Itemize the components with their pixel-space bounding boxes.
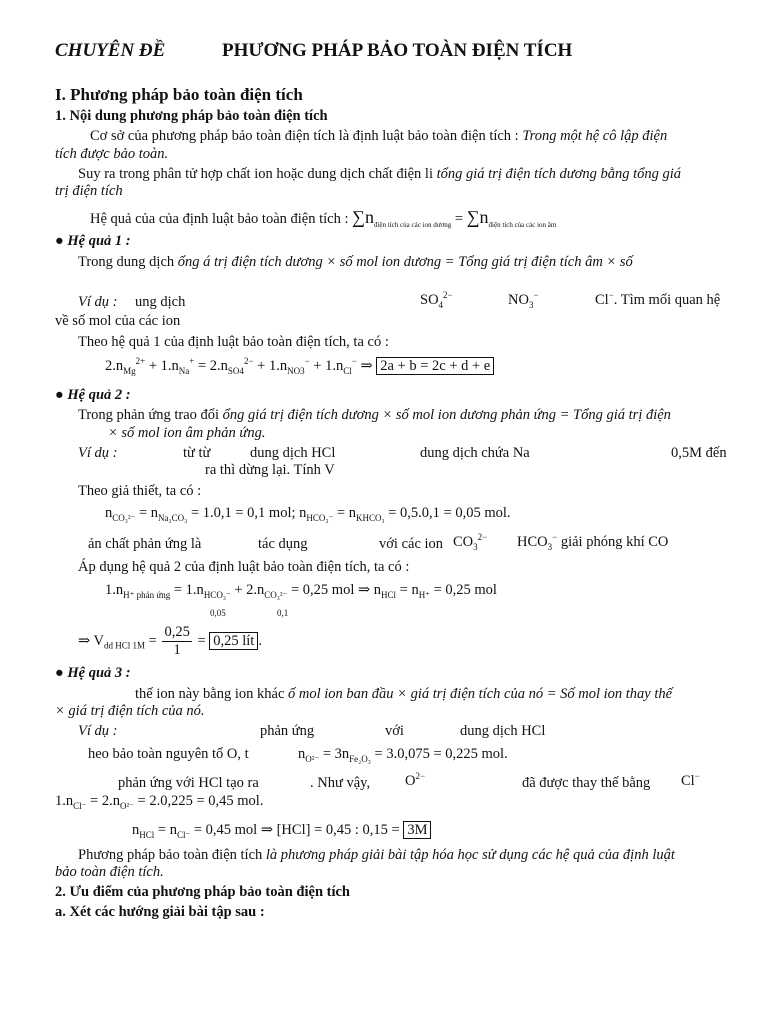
hq2-title: ● Hệ quả 2 : [55, 387, 131, 403]
sum-formula [90, 207, 556, 228]
text-italic: tổng giá trị điện tích dương bằng tổng giá [436, 166, 682, 182]
example-text: ung dịch [135, 294, 186, 310]
text: = 1.0,1 = 0,1 mol; n [187, 505, 307, 521]
text: = [145, 632, 161, 649]
hq3-title: ● Hệ quả 3 : [55, 665, 131, 681]
example-text: từ từ [183, 445, 211, 461]
text-italic: ổng á trị điện tích dương × số mol ion dương = Tổng giá trị điện tích âm × số [177, 254, 633, 270]
example-text: phản ứng [260, 723, 315, 739]
example-label: Ví dụ : [78, 445, 118, 461]
subscript: 3 [300, 365, 305, 376]
hq2-equation-3 [78, 624, 262, 659]
hq1-equation [105, 358, 494, 375]
text: = 2.n [194, 358, 228, 374]
example-label: Ví dụ : [78, 723, 118, 739]
hq2-equation-1 [105, 505, 511, 522]
text: Cơ sở của phương pháp bảo toàn điện tích là định luật bảo toàn điện tích : [90, 128, 523, 144]
subscript: CO₃²⁻ [264, 589, 288, 600]
subsection-title: 1. Nội dung phương pháp bảo toàn điện tích [55, 108, 328, 124]
section2-subtitle: a. Xét các hướng giải bài tập sau : [55, 904, 265, 920]
ion-cl [595, 292, 720, 309]
example-line2: ra thì dừng lại. Tính V [205, 462, 335, 478]
subscript: HCl [381, 589, 397, 600]
text: + 1.n [253, 358, 288, 374]
subscript: O²⁻ [305, 753, 320, 764]
text: = 0,45 mol ⇒ [HCl] = 0,45 : 0,15 = [190, 822, 404, 838]
subscript: 4 [239, 365, 244, 376]
text: + 2.n [230, 582, 265, 598]
hq2-equation-2 [105, 582, 497, 599]
text: 2.n [105, 358, 124, 374]
superscript: + [189, 356, 195, 367]
hq2-statement [78, 407, 671, 424]
subscript: Cl [343, 365, 352, 376]
summary [78, 847, 675, 864]
text: Cl [595, 292, 609, 308]
ion-so4 [420, 292, 453, 309]
ion-co3 [453, 534, 487, 551]
paragraph-consequence [78, 166, 681, 183]
subscript: điện tích của các ion âm [488, 220, 557, 229]
text: = n [396, 582, 419, 598]
text: Trong phản ứng trao đổi [78, 407, 223, 423]
superscript: 2− [243, 356, 254, 367]
paragraph-consequence-cont: trị điện tích [55, 183, 123, 199]
superscript: 2+ [135, 356, 146, 367]
text-italic: là phương pháp giải bài tập hóa học sử dụng các hệ quả của định luật [265, 847, 675, 863]
hq2-apply: Áp dụng hệ quả 2 của định luật bảo toàn điện tích, ta có : [78, 559, 410, 575]
under-value: 0,1 [277, 608, 289, 618]
section2-title: 2. Ưu điểm của phương pháp bảo toàn điện tích [55, 884, 350, 900]
text: = 0,25 mol ⇒ n [287, 582, 381, 598]
reaction-text: đã được thay thế bằng [522, 775, 651, 791]
subscript: H⁺ phản ứng [123, 589, 171, 600]
text: O [405, 773, 416, 789]
text: = n [154, 822, 177, 838]
subscript: Fe₂O₃ [349, 753, 371, 764]
subscript: 4 [438, 299, 444, 310]
text: ⇒ V [78, 632, 104, 649]
subscript: KHCO₃ [355, 512, 385, 523]
superscript: − [533, 290, 539, 301]
text: CO [453, 534, 474, 550]
text: Phương pháp bảo toàn điện tích [78, 847, 266, 863]
text: = 2.0,225 = 0,45 mol. [133, 793, 264, 809]
text: = 0,25 mol [429, 582, 497, 598]
text: thế ion này bằng ion khác [135, 686, 289, 702]
text: = n [135, 505, 159, 521]
text-italic: Trong một hệ cô lập điện [522, 128, 668, 144]
text: Hệ quả của của định luật bảo toàn điện tích : [90, 211, 353, 227]
example-text: với [385, 723, 404, 739]
text: = 1.n [170, 582, 204, 598]
example-label: Ví dụ : [78, 294, 118, 310]
subscript: Mg [123, 365, 136, 376]
header-title: PHƯƠNG PHÁP BẢO TOÀN ĐIỆN TÍCH [222, 40, 573, 61]
paragraph-basis-cont: tích được bảo toàn. [55, 146, 169, 162]
subscript: HCO₃⁻ [306, 512, 334, 523]
under-value: 0,05 [210, 608, 226, 618]
text: NO [508, 292, 529, 308]
ion-o2 [405, 773, 425, 790]
summary-cont: bảo toàn điện tích. [55, 864, 164, 880]
subscript: điện tích của các ion dương [373, 220, 452, 229]
reaction-nature: ản chất phản ứng là [88, 536, 202, 552]
text: + 1.n [145, 358, 179, 374]
reaction-nature: với các ion [379, 536, 444, 552]
superscript: 2− [415, 771, 426, 782]
implies-arrow: ⇒ [356, 358, 377, 374]
text: . [258, 632, 262, 649]
example-text: dung dịch HCl [460, 723, 546, 739]
ion-hco3 [517, 534, 668, 551]
text: 1.n [55, 793, 74, 809]
reaction-text: phản ứng với HCl tạo ra [118, 775, 259, 791]
paragraph-basis [90, 128, 667, 145]
denominator: 1 [173, 642, 181, 658]
subscript: CO₃²⁻ [112, 512, 136, 523]
superscript: − [304, 356, 310, 367]
text: = 3.0,075 = 0,225 mol. [370, 746, 508, 762]
example-text: dung dịch chứa Na [420, 445, 530, 461]
hq1-apply: Theo hệ quả 1 của định luật bảo toàn điện tích, ta có : [78, 334, 389, 350]
subscript: NO [287, 365, 301, 376]
boxed-result: 2a + b = 2c + d + e [376, 357, 494, 375]
text: 1.n [105, 582, 124, 598]
section-title: I. Phương pháp bảo toàn điện tích [55, 85, 303, 104]
text: = 0,5.0,1 = 0,05 mol. [384, 505, 511, 521]
oxygen-balance: heo bảo toàn nguyên tố O, t [88, 746, 249, 762]
hq3-equation-2 [132, 822, 431, 839]
text-italic: ố mol ion ban đầu × giá trị điện tích của nó = Số mol ion thay thế [288, 686, 673, 702]
boxed-result: 3M [403, 821, 431, 839]
text-italic: ổng giá trị điện tích dương × số mol ion dương phản ứng = Tổng giá trị điện [222, 407, 671, 423]
text: SO [420, 292, 439, 308]
superscript: − [351, 356, 357, 367]
superscript: − [552, 532, 558, 543]
reaction-nature: tác dụng [258, 536, 308, 552]
text: Cl [681, 773, 695, 789]
superscript: 2− [477, 532, 488, 543]
fraction [162, 624, 191, 659]
text: = n [333, 505, 356, 521]
text: HCO [517, 534, 548, 550]
subscript: 3 [528, 299, 534, 310]
numerator: 0,25 [164, 624, 190, 640]
superscript: − [608, 290, 614, 301]
text: Trong dung dịch [78, 254, 178, 270]
example-line2: về số mol của các ion [55, 313, 181, 329]
subscript: H⁺ [418, 589, 430, 600]
hq1-title: ● Hệ quả 1 : [55, 233, 131, 249]
text: n [105, 505, 113, 521]
reaction-text: . Như vậy, [310, 775, 371, 791]
sum-symbol: ∑n [352, 207, 374, 227]
example-text: 0,5M đến [671, 445, 727, 461]
ion-cl [681, 773, 700, 790]
subscript: 3 [547, 541, 553, 552]
subscript: Cl⁻ [73, 800, 87, 811]
text: = [193, 632, 210, 649]
superscript: 2− [443, 290, 453, 301]
example-text: dung dịch HCl [250, 445, 336, 461]
text: n [132, 822, 140, 838]
hq3-equation-1 [55, 793, 263, 810]
sum-symbol: ∑n [466, 207, 489, 227]
oxygen-equation [298, 746, 508, 763]
text: + 1.n [309, 358, 344, 374]
subscript: Na [178, 365, 190, 376]
text: giải phóng khí CO [557, 534, 669, 550]
text: . Tìm mối quan hệ [613, 292, 721, 308]
equals: = [454, 211, 467, 227]
superscript: − [694, 771, 700, 782]
subscript: Na₂CO₃ [158, 512, 188, 523]
text: = 2.n [86, 793, 120, 809]
hq1-statement [78, 254, 633, 271]
text: = 3n [319, 746, 350, 762]
boxed-result: 0,25 lít [209, 632, 258, 650]
hq3-statement-cont: × giá trị điện tích của nó. [55, 703, 205, 719]
subscript: SO [227, 365, 240, 376]
hq2-given: Theo giả thiết, ta có : [78, 483, 202, 499]
subscript: dd HCl 1M [103, 640, 145, 651]
hq2-statement-cont: × số mol ion âm phản ứng. [108, 425, 266, 441]
text: Suy ra trong phân tử hợp chất ion hoặc dung dịch chất điện li [78, 166, 437, 182]
text: n [298, 746, 306, 762]
ion-no3 [508, 292, 539, 309]
header-left: CHUYÊN ĐỀ [55, 40, 166, 61]
subscript: O²⁻ [119, 800, 134, 811]
subscript: HCl [139, 829, 155, 840]
hq3-statement [135, 686, 672, 703]
subscript: HCO₃⁻ [203, 589, 231, 600]
subscript: 3 [473, 541, 478, 552]
subscript: Cl⁻ [176, 829, 191, 840]
